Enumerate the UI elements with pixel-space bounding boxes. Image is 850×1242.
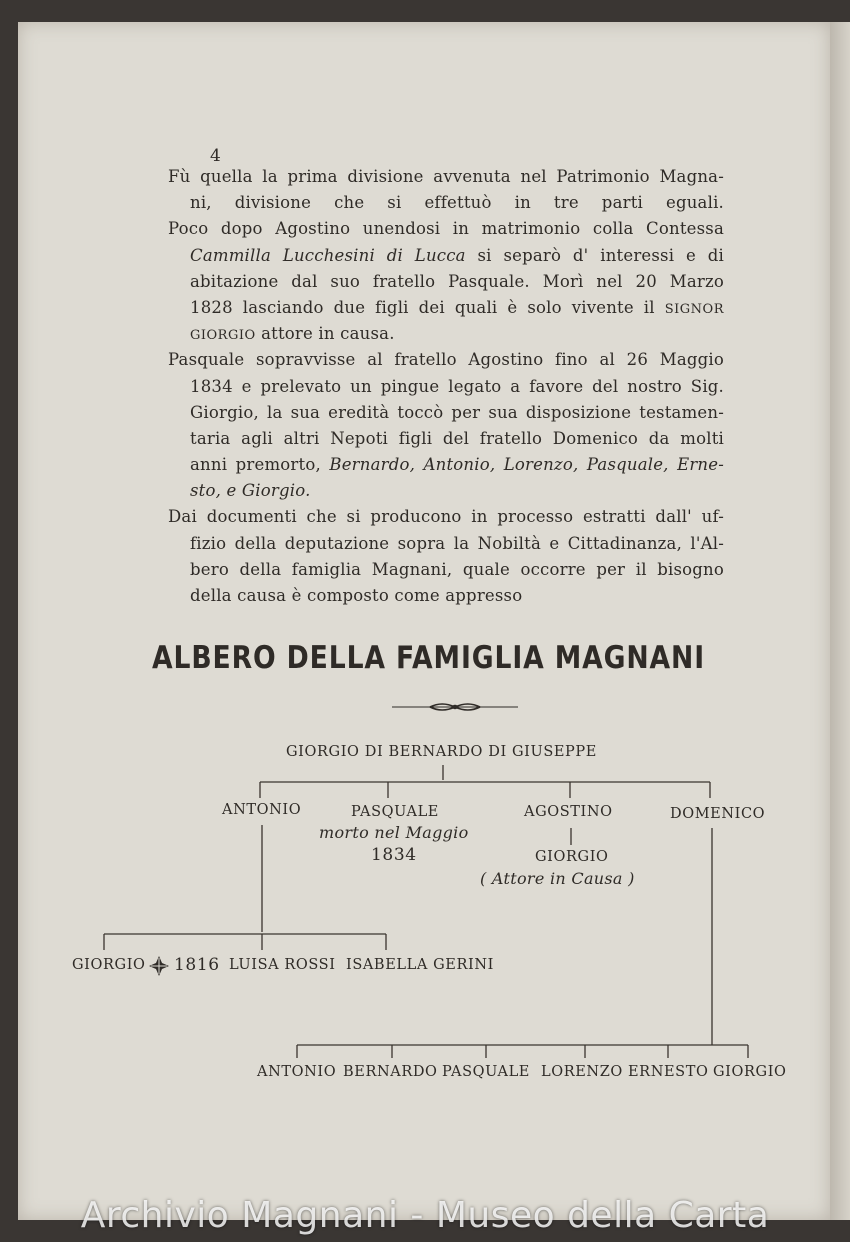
tree-domenico-child: GIORGIO <box>713 1064 787 1080</box>
text-span: si separò d' interessi e di <box>465 245 725 265</box>
tree-domenico: DOMENICO <box>670 806 766 822</box>
tree-antonio-child-luisa: LUISA ROSSI <box>229 957 336 973</box>
text-span: abitazione dal suo fratello Pasquale. Morì nel 20 Marzo <box>190 271 724 291</box>
text-span: attore in causa. <box>255 324 395 344</box>
tree-title: ALBERO DELLA FAMIGLIA MAGNANI <box>152 640 705 676</box>
text-span: taria agli altri Nepoti figli del fratello Domenico da molti <box>190 428 724 448</box>
tree-antonio-child-giorgio: GIORGIO <box>72 957 146 973</box>
watermark: Archivio Magnani - Museo della Carta <box>80 1195 770 1236</box>
tree-agostino-child-note: ( Attore in Causa ) <box>480 869 635 888</box>
tree-root-name: GIORGIO DI BERNARDO DI GIUSEPPE <box>286 744 597 760</box>
tree-domenico-child: ANTONIO <box>257 1064 337 1080</box>
smallcaps-span: SIGNOR <box>664 301 724 317</box>
tree-pasquale-note: morto nel Maggio <box>319 823 469 842</box>
tree-domenico-child: LORENZO <box>541 1064 623 1080</box>
text-span: 1834 e prelevato un pingue legato a favore del nostro Sig. <box>190 376 724 396</box>
tree-antonio-child-isabella: ISABELLA GERINI <box>346 957 494 973</box>
text-span: fizio della deputazione sopra la Nobiltà e Cittadinanza, l'Al- <box>190 533 724 553</box>
text-span: Pasquale sopravvisse al fratello Agostino fino al 26 Maggio <box>168 350 724 370</box>
text-span: Dai documenti che si producono in processo estratti dall' uf- <box>168 507 724 527</box>
death-cross-icon <box>148 955 170 977</box>
italic-span: Cammilla Lucchesini di Lucca <box>190 245 466 265</box>
italic-span: Bernardo, Antonio, Lorenzo, Pasquale, Erne- <box>329 455 724 475</box>
tree-agostino: AGOSTINO <box>524 804 613 820</box>
tree-domenico-child: ERNESTO <box>628 1064 709 1080</box>
text-span: Giorgio, la sua eredità toccò per sua disposizione testamen- <box>190 402 724 422</box>
text-span: bero della famiglia Magnani, quale occorre per il bisogno <box>190 559 724 579</box>
text-span: anni premorto, <box>190 455 330 475</box>
page-number: 4 <box>210 146 221 166</box>
italic-span: sto, e Giorgio. <box>190 481 311 501</box>
tree-antonio: ANTONIO <box>222 802 302 818</box>
tree-pasquale-year: 1834 <box>371 845 417 865</box>
tree-pasquale: PASQUALE <box>351 804 439 820</box>
text-span: Fù quella la prima divisione avvenuta nel Patrimonio Magna- <box>168 167 724 186</box>
smallcaps-span: GIORGIO <box>190 328 256 344</box>
text-span: della causa è composto come appresso <box>190 586 523 605</box>
tree-antonio-child-year: 1816 <box>174 955 220 975</box>
text-span: ni, divisione che si effettuò in tre parti eguali. <box>190 193 724 213</box>
tree-domenico-child: BERNARDO <box>343 1064 438 1080</box>
tree-domenico-child: PASQUALE <box>442 1064 530 1080</box>
text-span: 1828 lasciando due figli dei quali è solo vivente il <box>190 297 665 317</box>
text-span: Poco dopo Agostino unendosi in matrimonio colla Contessa <box>168 219 724 239</box>
tree-agostino-child: GIORGIO <box>535 849 609 865</box>
